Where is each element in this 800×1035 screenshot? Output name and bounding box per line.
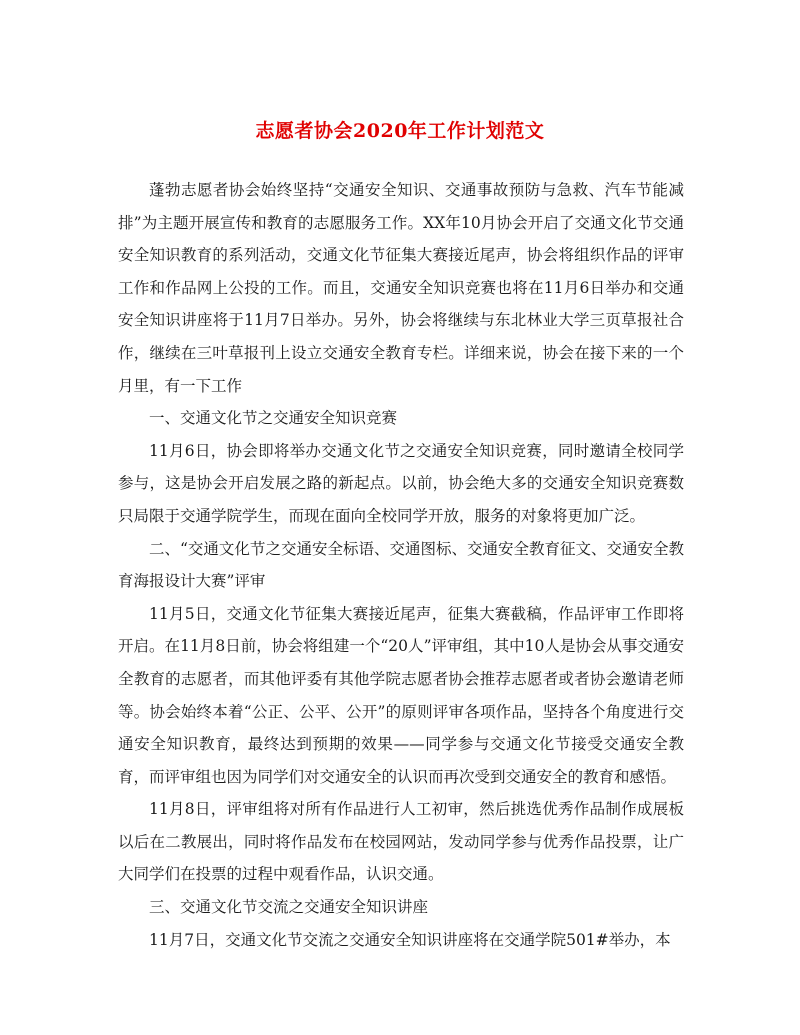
intro-paragraph: 蓬勃志愿者协会始终坚持“交通安全知识、交通事故预防与急救、汽车节能减排”为主题开展宣传和教育的志愿服务工作。XX年10月协会开启了交通文化节交通安全知识教育的系列活动，交通文化节征集大赛接近尾声，协会将组织作品的评审工作和作品网上公投的工作。而且，交通安全知识竞赛也将在11月6日举办和交通安全知识讲座将于11月7日举办。另外，协会将继续与东北林业大学三页草报社合作，继续在三叶草报刊上设立交通安全教育专栏。详细来说，协会在接下来的一个月里，有一下工作 <box>118 181 684 395</box>
section-3-paragraph: 11月7日，交通文化节交流之交通安全知识讲座将在交通学院501#举办，本 <box>149 930 671 949</box>
section-2-paragraph-2: 11月8日，评审组将对所有作品进行人工初审，然后挑选优秀作品制作成展板以后在二教展出，同时将作品发布在校园网站，发动同学参与优秀作品投票，让广大同学们在投票的过程中观看作品，认识交通。 <box>118 800 684 884</box>
section-1-paragraph: 11月6日，协会即将举办交通文化节之交通安全知识竞赛，同时邀请全校同学参与，这是协会开启发展之路的新起点。以前，协会绝大多的交通安全知识竞赛数只局限于交通学院学生，而现在面向全校同学开放，服务的对象将更加广泛。 <box>118 441 684 525</box>
section-heading-2: 二、“交通文化节之交通安全标语、交通图标、交通安全教育征文、交通安全教育海报设计大赛”评审 <box>118 539 684 591</box>
document-title: 志愿者协会2020年工作计划范文 <box>255 120 545 142</box>
document-body <box>118 174 684 956</box>
section-2-paragraph-1: 11月5日，交通文化节征集大赛接近尾声，征集大赛截稿，作品评审工作即将开启。在11月8日前，协会将组建一个“20人”评审组，其中10人是协会从事交通安全教育的志愿者，而其他评委有其他学院志愿者协会推荐志愿者或者协会邀请老师等。协会始终本着“公正、公平、公开”的原则评审各项作品，坚持各个角度进行交通安全知识教育，最终达到预期的效果——同学参与交通文化节接受交通安全教育，而评审组也因为同学们对交通安全的认识而再次受到交通安全的教育和感悟。 <box>118 604 684 786</box>
section-heading-1: 一、交通文化节之交通安全知识竞赛 <box>149 409 398 428</box>
section-heading-3: 三、交通文化节交流之交通安全知识讲座 <box>149 898 429 917</box>
